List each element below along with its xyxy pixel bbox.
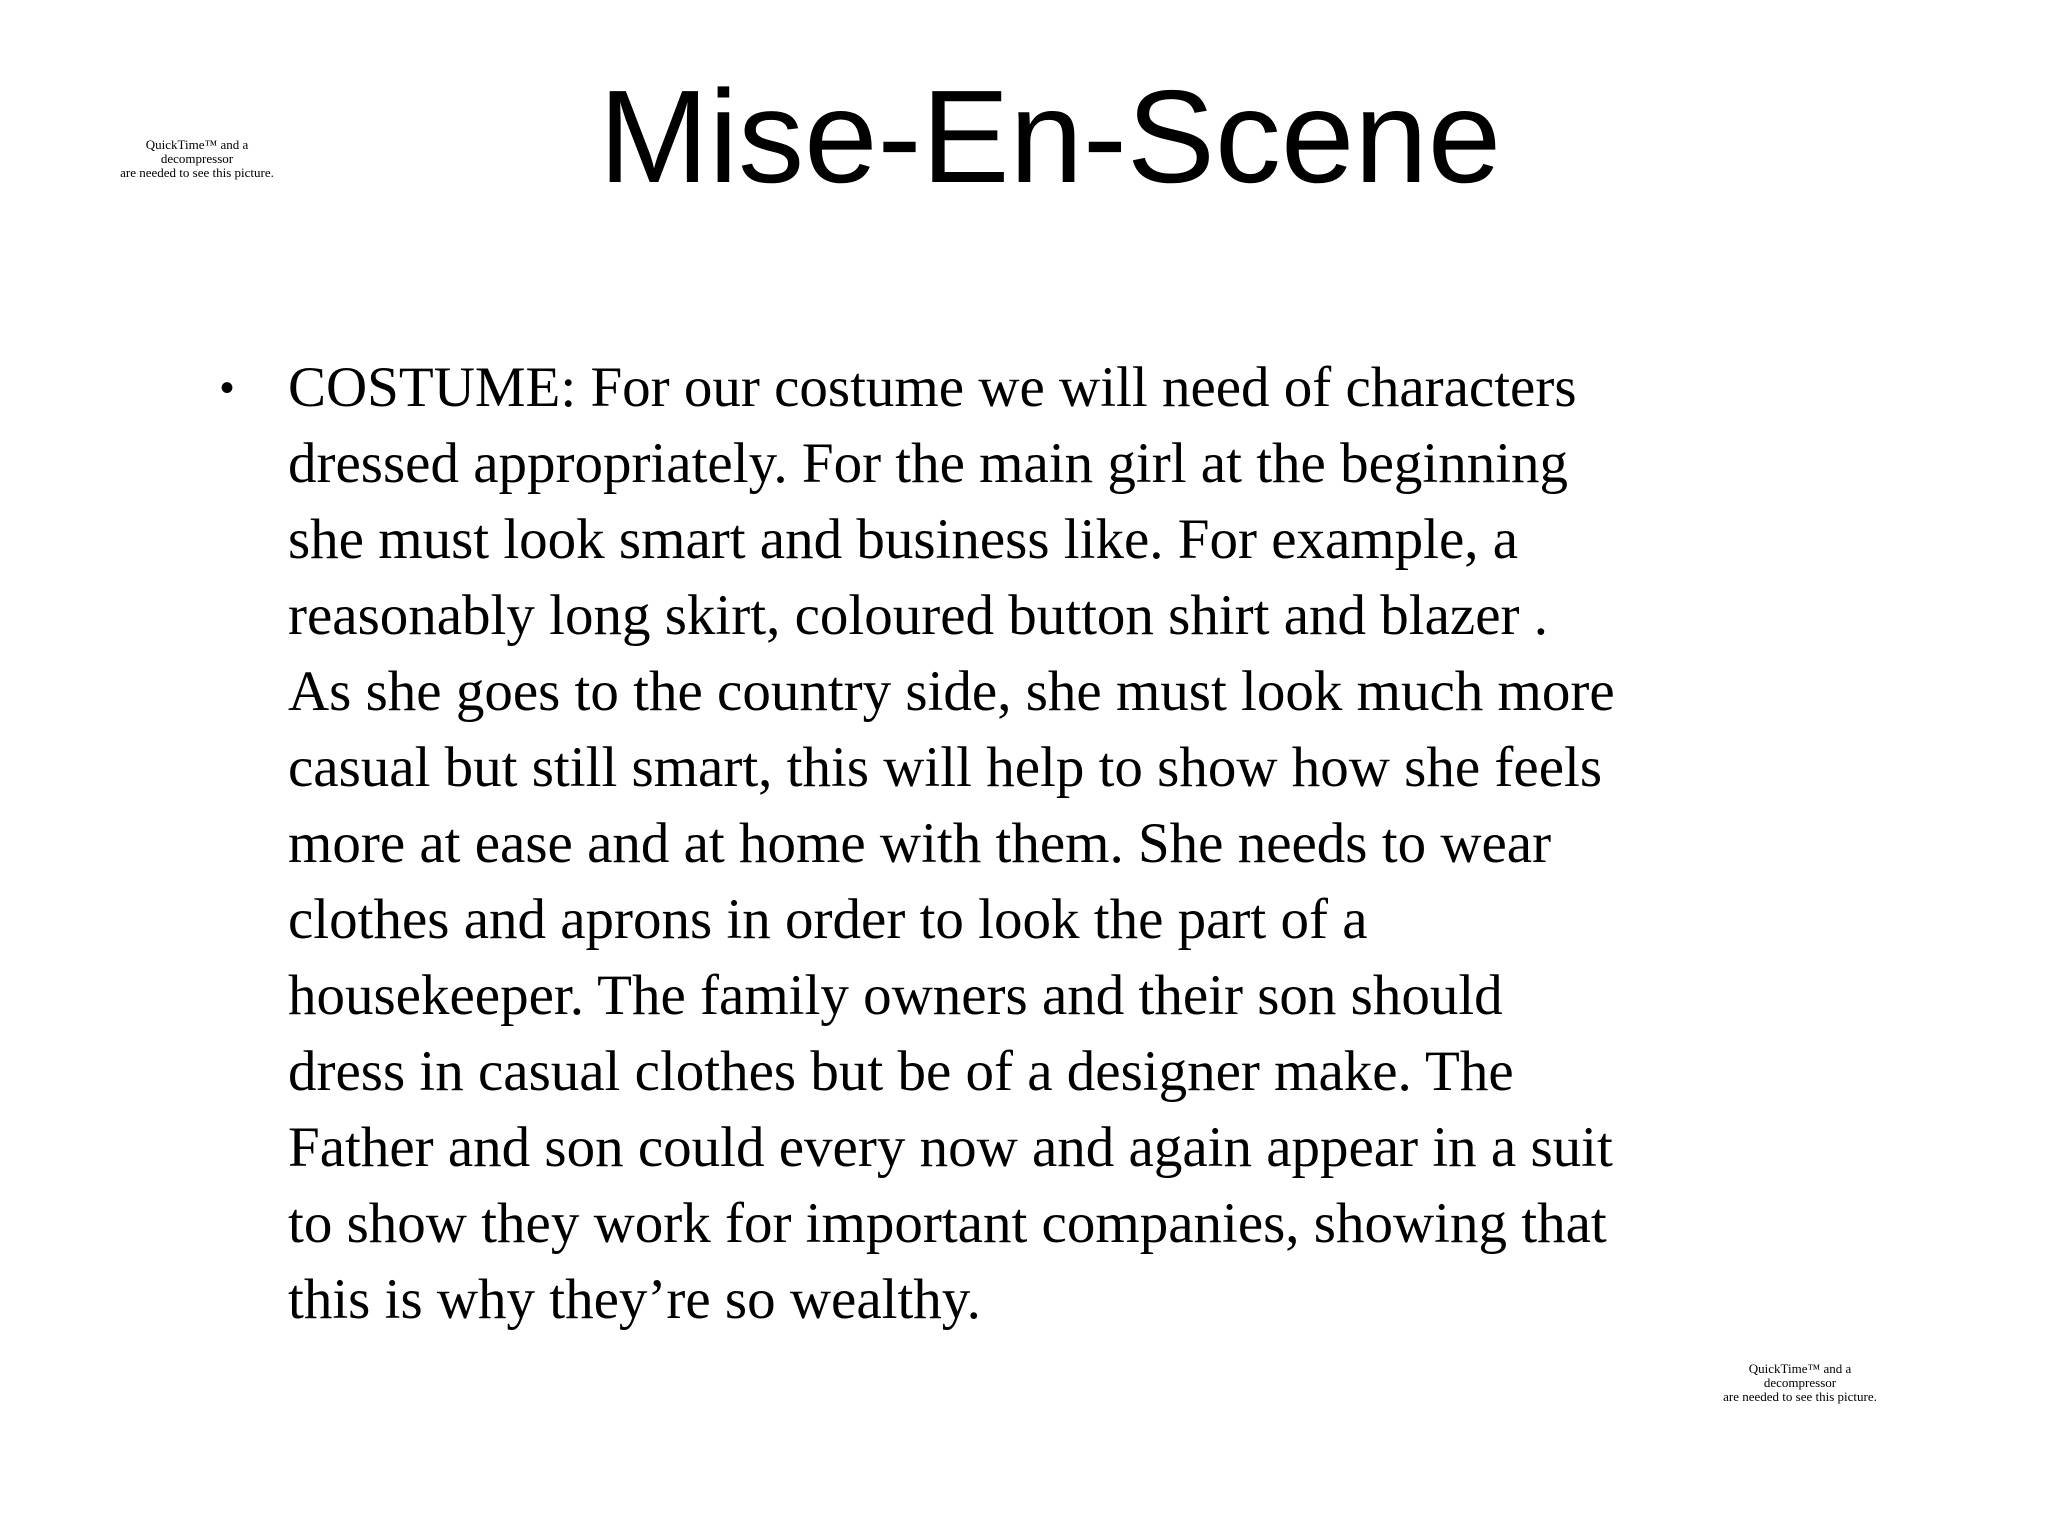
placeholder-line: are needed to see this picture. xyxy=(1723,1389,1877,1404)
quicktime-placeholder-bottom xyxy=(1685,1362,1915,1404)
bullet-text-line: to show they work for important companies, showing that xyxy=(288,1192,1607,1255)
placeholder-line: decompressor xyxy=(1763,1375,1837,1390)
quicktime-placeholder-top xyxy=(82,138,312,180)
placeholder-line: QuickTime™ and a xyxy=(1748,1361,1852,1376)
bullet-text-line: dressed appropriately. For the main girl at the beginning xyxy=(288,432,1569,495)
slide-title: Mise-En-Scene xyxy=(598,63,1502,210)
bullet-text-line: COSTUME: For our costume we will need of characters xyxy=(288,356,1577,419)
bullet-text-line: housekeeper. The family owners and their son should xyxy=(288,964,1503,1027)
bullet-text-line: reasonably long skirt, coloured button shirt and blazer . xyxy=(288,584,1549,647)
slide-body xyxy=(210,350,1830,1338)
bullet-text-line: Father and son could every now and again appear in a suit xyxy=(288,1116,1613,1179)
placeholder-line: decompressor xyxy=(160,151,234,166)
bullet-text-line: dress in casual clothes but be of a designer make. The xyxy=(288,1040,1514,1103)
placeholder-line: are needed to see this picture. xyxy=(120,165,274,180)
bullet-text-line: As she goes to the country side, she must look much more xyxy=(288,660,1615,723)
bullet-text-line: more at ease and at home with them. She needs to wear xyxy=(288,812,1552,875)
bullet-text-line: she must look smart and business like. For example, a xyxy=(288,508,1519,571)
placeholder-line: QuickTime™ and a xyxy=(145,137,249,152)
bullet-text-line: clothes and aprons in order to look the part of a xyxy=(288,888,1368,951)
bullet-item-costume xyxy=(210,350,1830,1338)
bullet-text-line: casual but still smart, this will help to show how she feels xyxy=(288,736,1603,799)
bullet-text-line: this is why they’re so wealthy. xyxy=(288,1268,981,1331)
bullet-dot-icon: • xyxy=(220,366,235,410)
